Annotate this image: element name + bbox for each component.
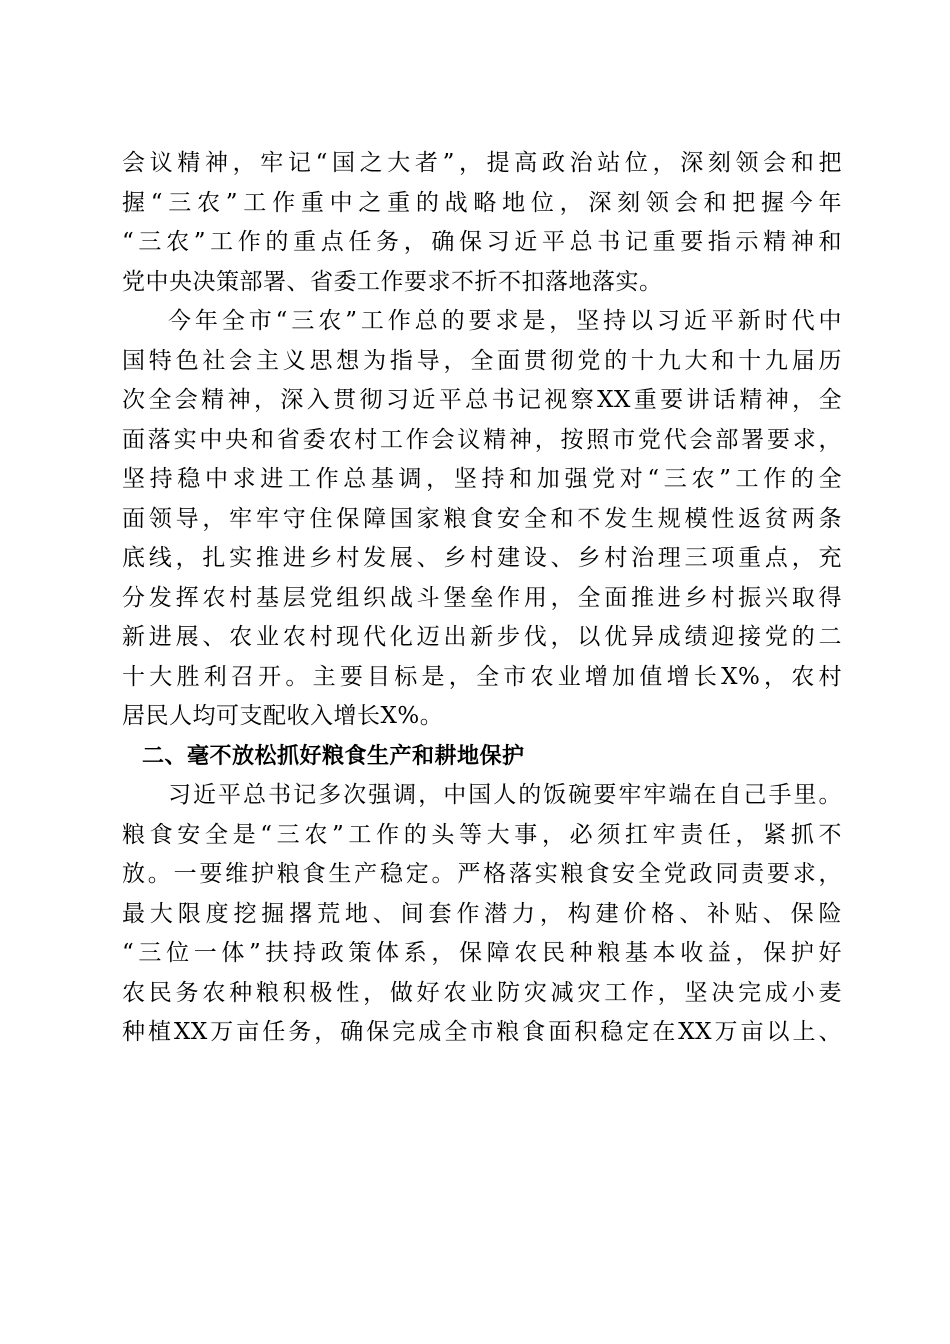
text-line: “三位一体”扶持政策体系，保障农民种粮基本收益，保护好 xyxy=(122,940,842,966)
text-line: 粮食安全是“三农”工作的头等大事，必须扛牢责任，紧抓不 xyxy=(122,821,842,848)
text-line: 放。一要维护粮食生产稳定。严格落实粮食安全党政同责要求， xyxy=(122,861,842,887)
text-line: 居民人均可支配收入增长X%。 xyxy=(122,703,444,729)
text-line: 党中央决策部署、省委工作要求不折不扣落地落实。 xyxy=(122,268,663,295)
text-line: 新进展、农业农村现代化迈出新步伐，以优异成绩迎接党的二 xyxy=(122,624,842,650)
text-line: 面落实中央和省委农村工作会议精神，按照市党代会部署要求， xyxy=(122,426,842,453)
text-line: 国特色社会主义思想为指导，全面贯彻党的十九大和十九届历 xyxy=(122,347,842,374)
text-line: 习近平总书记多次强调，中国人的饭碗要牢牢端在自己手里。 xyxy=(168,782,842,808)
document-body xyxy=(122,144,842,1053)
paragraph-1 xyxy=(122,144,842,302)
text-line: 面领导，牢牢守住保障国家粮食安全和不发生规模性返贫两条 xyxy=(122,505,842,532)
text-line: 最大限度挖掘撂荒地、间套作潜力，构建价格、补贴、保险 xyxy=(122,900,842,927)
text-line: 次全会精神，深入贯彻习近平总书记视察XX重要讲话精神，全 xyxy=(122,387,842,413)
text-line: 今年全市“三农”工作总的要求是，坚持以习近平新时代中 xyxy=(168,308,842,334)
section-heading xyxy=(122,737,842,777)
text-line: 底线，扎实推进乡村发展、乡村建设、乡村治理三项重点，充 xyxy=(122,545,842,571)
text-line: 会议精神，牢记“国之大者”，提高政治站位，深刻领会和把 xyxy=(122,150,842,176)
section-heading-text: 二、毫不放松抓好粮食生产和耕地保护 xyxy=(142,743,525,769)
paragraph-3 xyxy=(122,776,842,1053)
text-line: 分发挥农村基层党组织战斗堡垒作用，全面推进乡村振兴取得 xyxy=(122,584,842,611)
paragraph-2 xyxy=(122,302,842,737)
text-line: 坚持稳中求进工作总基调，坚持和加强党对“三农”工作的全 xyxy=(122,466,842,492)
text-line: 农民务农种粮积极性，做好农业防灾减灾工作，坚决完成小麦 xyxy=(122,979,842,1006)
text-line: 种植XX万亩任务，确保完成全市粮食面积稳定在XX万亩以上、 xyxy=(122,1019,842,1045)
text-line: “三农”工作的重点任务，确保习近平总书记重要指示精神和 xyxy=(122,229,842,255)
text-line: 十大胜利召开。主要目标是，全市农业增加值增长X%，农村 xyxy=(122,663,842,690)
text-line: 握“三农”工作重中之重的战略地位，深刻领会和把握今年 xyxy=(122,189,842,216)
